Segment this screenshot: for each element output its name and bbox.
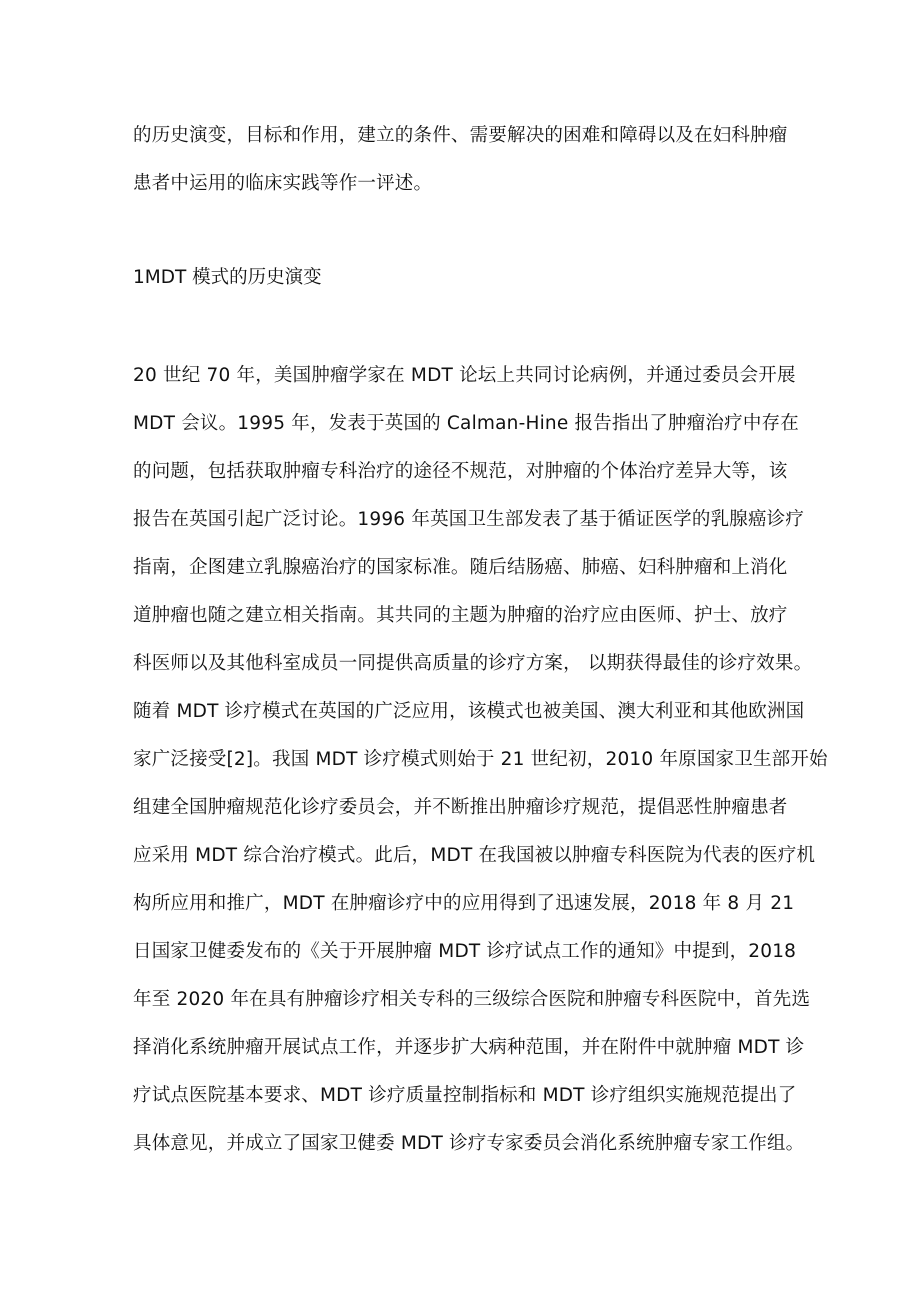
paragraph-line-12: 构所应用和推广，MDT 在肿瘤诊疗中的应用得到了迅速发展，2018 年 8 月 21 — [133, 893, 795, 914]
paragraph-line-7: 科医师以及其他科室成员一同提供高质量的诊疗方案， 以期获得最佳的诊疗效果。 — [133, 653, 813, 674]
paragraph-line-6: 道肿瘤也随之建立相关指南。其共同的主题为肿瘤的治疗应由医师、护士、放疗 — [133, 605, 788, 626]
paragraph-line-11: 应采用 MDT 综合治疗模式。此后，MDT 在我国被以肿瘤专科医院为代表的医疗机 — [133, 845, 816, 866]
paragraph-line-1: 20 世纪 70 年，美国肿瘤学家在 MDT 论坛上共同讨论病例，并通过委员会开展 — [133, 365, 796, 386]
paragraph-line-4: 报告在英国引起广泛讨论。1996 年英国卫生部发表了基于循证医学的乳腺癌诊疗 — [133, 509, 805, 530]
paragraph-line-5: 指南，企图建立乳腺癌治疗的国家标准。随后结肠癌、肺癌、妇科肿瘤和上消化 — [133, 557, 788, 578]
section-heading: 1MDT 模式的历史演变 — [133, 267, 322, 288]
paragraph-line-3: 的问题，包括获取肿瘤专科治疗的途径不规范，对肿瘤的个体治疗差异大等，该 — [133, 461, 788, 482]
paragraph-line-8: 随着 MDT 诊疗模式在英国的广泛应用，该模式也被美国、澳大利亚和其他欧洲国 — [133, 701, 805, 722]
paragraph-line-15: 择消化系统肿瘤开展试点工作，并逐步扩大病种范围，并在附件中就肿瘤 MDT 诊 — [133, 1037, 805, 1058]
intro-line-2: 患者中运用的临床实践等作一评述。 — [133, 173, 433, 194]
paragraph-line-17: 具体意见，并成立了国家卫健委 MDT 诊疗专家委员会消化系统肿瘤专家工作组。 — [133, 1133, 805, 1154]
paragraph-line-2: MDT 会议。1995 年，发表于英国的 Calman-Hine 报告指出了肿瘤治疗中存在 — [133, 413, 799, 434]
paragraph-line-13: 日国家卫健委发布的《关于开展肿瘤 MDT 诊疗试点工作的通知》中提到，2018 — [133, 941, 797, 962]
paragraph-line-10: 组建全国肿瘤规范化诊疗委员会，并不断推出肿瘤诊疗规范，提倡恶性肿瘤患者 — [133, 797, 788, 818]
paragraph-line-14: 年至 2020 年在具有肿瘤诊疗相关专科的三级综合医院和肿瘤专科医院中，首先选 — [133, 989, 811, 1010]
paragraph-line-16: 疗试点医院基本要求、MDT 诊疗质量控制指标和 MDT 诊疗组织实施规范提出了 — [133, 1085, 797, 1106]
paragraph-line-9: 家广泛接受[2]。我国 MDT 诊疗模式则始于 21 世纪初，2010 年原国家卫生部开始 — [133, 749, 828, 770]
intro-line-1: 的历史演变，目标和作用，建立的条件、需要解决的困难和障碍以及在妇科肿瘤 — [133, 125, 788, 146]
